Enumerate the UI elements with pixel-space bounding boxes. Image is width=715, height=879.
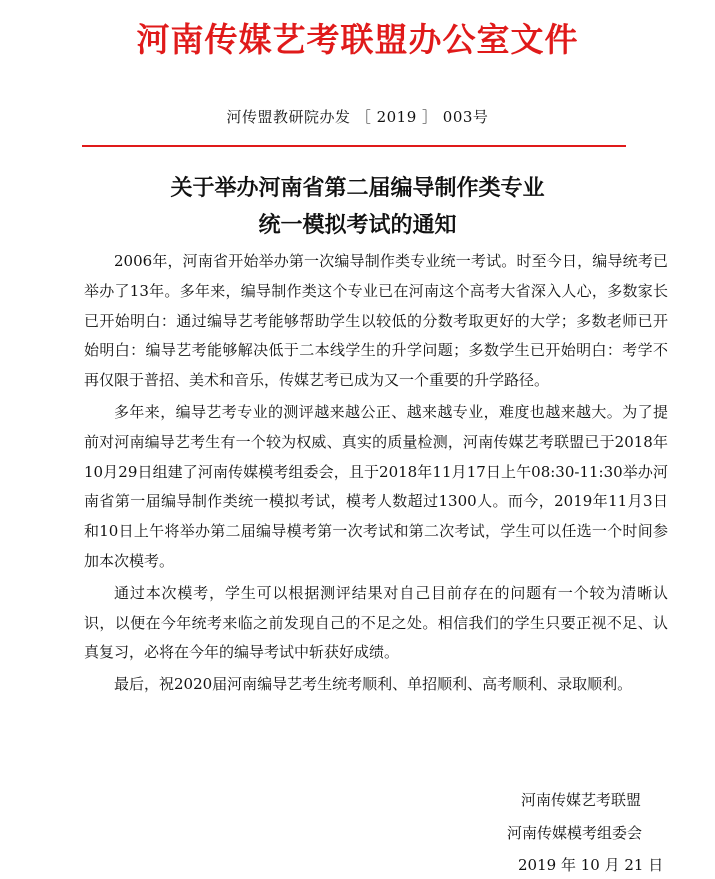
body-paragraph-4: 最后，祝2020届河南编导艺考生统考顺利、单招顺利、高考顺利、录取顺利。 [114, 675, 633, 694]
notice-title-line-2: 统一模拟考试的通知 [258, 212, 457, 238]
notice-body [84, 247, 668, 700]
notice-title-line-1: 关于举办河南省第二届编导制作类专业 [170, 175, 545, 201]
signature-org-2: 河南传媒模考组委会 [507, 824, 643, 842]
signature-date: 2019 年 10 月 21 日 [518, 856, 664, 874]
document-number: 河传盟教研院办发 ［ 2019 ］ 003号 [226, 108, 489, 126]
body-paragraph-3: 通过本次模考，学生可以根据测评结果对自己目前存在的问题有一个较为清晰认识，以便在今年统考来临之前发现自己的不足之处。相信我们的学生只要正视不足、认真复习，必将在今年的编导考试中斩获好成绩。 [84, 583, 668, 662]
signature-org-1: 河南传媒艺考联盟 [521, 791, 642, 809]
body-paragraph-2: 多年来，编导艺考专业的测评越来越公正、越来越专业，难度也越来越大。为了提前对河南编导艺考生有一个较为权威、真实的质量检测，河南传媒艺考联盟已于2018年10月29日组建了河南传媒模考组委会，且于2018年11月17日上午08:30-11:30举办河南省第一届编导制作类统一模拟考试，模考人数超过1300人。而今，2019年11月3日和10日上午将举办第二届编导模考第一次考试和第二次考试，学生可以任选一个时间参加本次模考。 [84, 402, 668, 570]
red-divider-line [82, 145, 626, 147]
body-paragraph-1: 2006年，河南省开始举办第一次编导制作类专业统一考试。时至今日，编导统考已举办了13年。多年来，编导制作类这个专业已在河南这个高考大省深入人心，多数家长已开始明白：通过编导艺考能够帮助学生以较低的分数考取更好的大学；多数老师已开始明白：编导艺考能够解决低于二本线学生的升学问题；多数学生已开始明白：考学不再仅限于普招、美术和音乐，传媒艺考已成为又一个重要的升学路径。 [84, 252, 668, 390]
document-header-title: 河南传媒艺考联盟办公室文件 [136, 20, 579, 59]
